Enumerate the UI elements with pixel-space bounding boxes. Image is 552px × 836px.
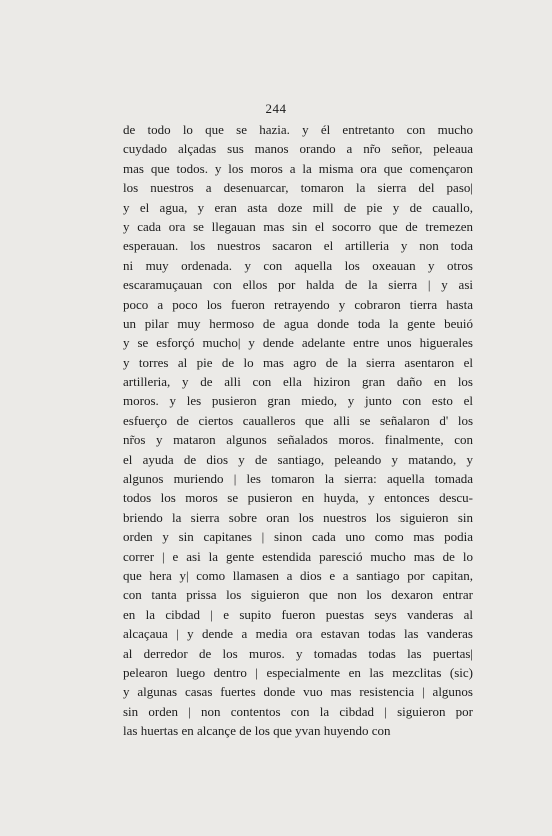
text-line: un pilar muy hermoso de agua donde toda la gente beuió: [123, 315, 473, 331]
text-line: el ayuda de dios y de santiago, peleando y matando, y: [123, 451, 473, 467]
body-text: [123, 120, 473, 741]
text-line: de todo lo que se hazia. y él entretanto con mucho: [123, 122, 473, 137]
text-line: y cada ora se llegauan mas sin el socorro que de tremezen: [123, 218, 473, 234]
text-line: ni muy ordenada. y con aquella los oxeauan y otros: [123, 257, 473, 273]
text-line: esfuerço de ciertos caualleros que alli se señalaron d' los: [123, 412, 473, 428]
text-line: sin orden | non contentos con la cibdad | siguieron por: [123, 703, 473, 719]
text-line: las huertas en alcançe de los que yvan huyendo con: [123, 723, 391, 739]
text-line: y se esforçó mucho| y dende adelante entre unos higuerales: [123, 335, 473, 351]
text-line: correr | e asi la gente estendida paresció mucho mas de lo: [123, 548, 473, 564]
text-line: con tanta prissa los siguieron que non los dexaron entrar: [123, 587, 473, 603]
text-line: al derredor de los muros. y tomadas todas las puertas|: [123, 645, 473, 661]
text-line: y algunas casas fuertes donde vuo mas resistencia | algunos: [123, 684, 473, 700]
text-line: en la cibdad | e supito fueron puestas seys vanderas al: [123, 606, 473, 622]
text-line: los nuestros a desenuarcar, tomaron la sierra del paso|: [123, 180, 473, 196]
text-line: briendo la sierra sobre oran los nuestros los siguieron sin: [123, 509, 473, 525]
text-line: cuydado alçadas sus manos orando a nr̃o señor, peleaua: [123, 141, 473, 157]
text-line: orden y sin capitanes | sinon cada uno como mas podia: [123, 529, 473, 545]
text-line: escaramuçauan con ellos por halda de la sierra | y asi: [123, 277, 473, 293]
text-line: pelearon luego dentro | especialmente en las mezclitas (sic): [123, 664, 473, 680]
text-line: moros. y les pusieron gran miedo, y junto con esto el: [123, 393, 473, 409]
page-number: 244: [265, 101, 287, 116]
text-line: algunos muriendo | les tomaron la sierra: aquella tomada: [123, 471, 473, 487]
text-line: artilleria, y de alli con ella hiziron gran daño en los: [123, 374, 473, 390]
text-line: alcaçaua | y dende a media ora estavan todas las vanderas: [123, 626, 473, 642]
text-line: esperauan. los nuestros sacaron el artilleria y non toda: [123, 238, 473, 254]
text-line: todos los moros se pusieron en huyda, y entonces descu-: [123, 490, 473, 506]
text-line: que hera y| como llamasen a dios e a santiago por capitan,: [123, 567, 473, 583]
text-line: poco a poco los fueron retrayendo y cobraron tierra hasta: [123, 296, 473, 312]
text-line: nr̃os y mataron algunos señalados moros. finalmente, con: [123, 432, 473, 448]
text-line: mas que todos. y los moros a la misma ora que començaron: [123, 160, 473, 176]
text-line: y torres al pie de lo mas agro de la sierra asentaron el: [123, 354, 473, 370]
text-line: y el agua, y eran asta doze mill de pie y de cauallo,: [123, 199, 473, 215]
